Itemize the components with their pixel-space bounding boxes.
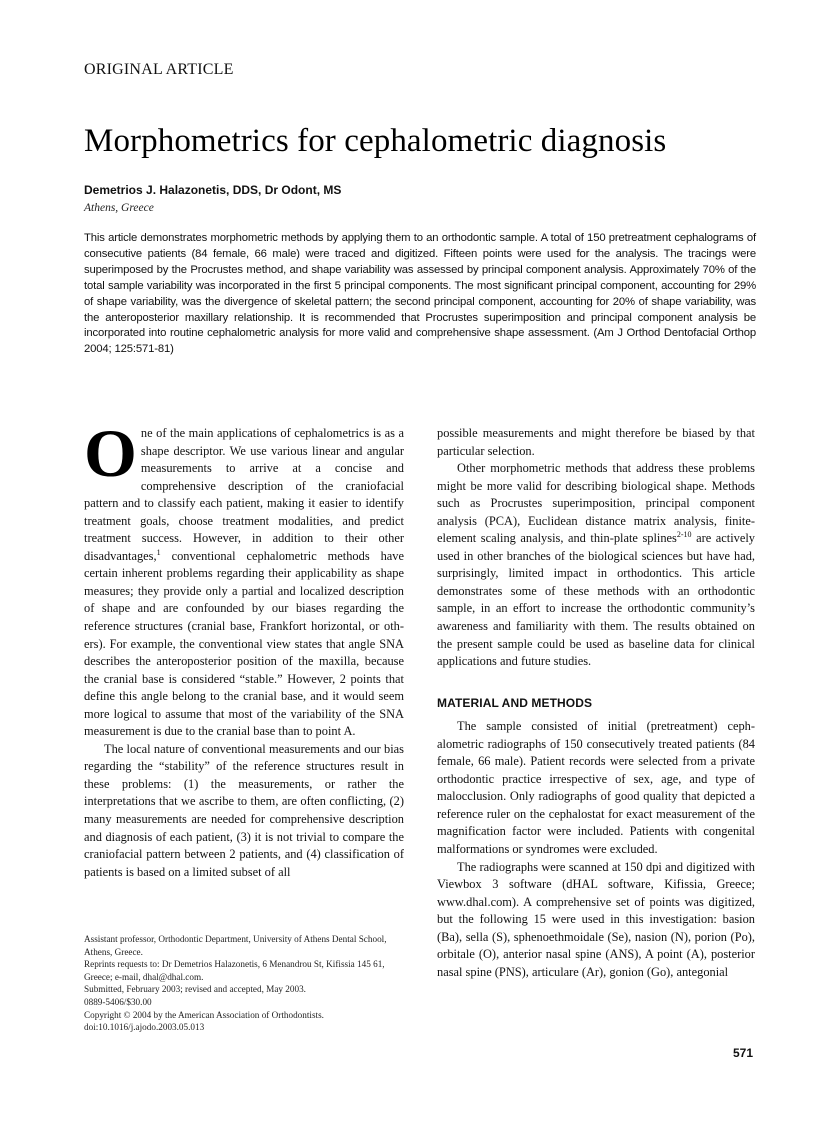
reference-citation[interactable]: 1 bbox=[156, 547, 161, 557]
intro-paragraph: One of the main applications of cephalometrics is as a shape descriptor. We use various linear and angular measurements to arrive at a concise and comprehensive description of the craniofacial pattern and to classify each patient, making it easier to identify treatment goals, choose treatment modalities, and predict treatment success. However, in addition to their other disadvantages,$^1$ conventional cephalometric methods have certain inherent problems regarding their applicability as shape measures; they provide only a partial and localized description of shape and are confounded by our biases regarding the reference structures (cranial base, Frankfort horizontal, or others). For example, the conventional view states that angle SNA describes the anteroposterior position of the maxilla, because the cranial base is considered “stable.” However, 2 points that define this angle belong to the cranial base, and it would seem more logical to assume that most of the variability of the SNA measurement is due to the cranial base than to point A. bbox=[84, 415, 404, 739]
footnotes bbox=[84, 933, 406, 1034]
section-heading-methods: MATERIAL AND METHODS bbox=[437, 695, 593, 710]
paragraph: possible measurements and might therefore be biased by that particular selection. bbox=[437, 426, 755, 458]
article-title: Morphometrics for cephalometric diagnosis bbox=[84, 123, 667, 159]
footnote-doi[interactable]: doi:10.1016/j.ajodo.2003.05.013 bbox=[84, 1022, 205, 1033]
body-column-left bbox=[84, 415, 404, 881]
paragraph: The local nature of conventional measurements and our bias regarding the “stability” of the reference structures result in these problems: (1) the measurements, or rather the interpretations that we ascribe to them, are often conflicting, (2) many measurements are needed for comprehensive description and diagnosis of each patient, (3) it is not trivial to compare the craniofacial pattern between 2 patients, and (4) classification of patients is based on a limited subset of all bbox=[84, 741, 404, 879]
footnote-copyright: Copyright © 2004 by the American Association of Orthodontists. bbox=[84, 1009, 324, 1020]
footnote-affiliation: Assistant professor, Orthodontic Department, University of Athens Dental School, Athens, Greece. bbox=[84, 934, 387, 957]
body-column-right bbox=[437, 425, 755, 981]
footnote-issn: 0889-5406/$30.00 bbox=[84, 996, 152, 1007]
reference-citation[interactable]: 2-10 bbox=[676, 530, 692, 540]
paragraph: The sample consisted of initial (pretreatment) cephalometric radiographs of 150 consecutively treated patients (84 female, 66 male). Patient records were selected from a private orthodontic practice irrespective of sex, age, and type of malocclusion. Only radiographs of good quality that depicted a reference ruler on the cephalostat for exact measurement of the magnification factor were included. Patients with congenital malformations or syndromes were excluded. bbox=[437, 719, 755, 857]
abstract: This article demonstrates morphometric methods by applying them to an orthodontic sample. A total of 150 pretreatment cephalograms of consecutive patients (84 female, 66 male) were traced and digitized. Fifteen points were used for the analysis. The tracings were superimposed by the Procrustes method, and shape variability was assessed by principal component analysis. Approximately 70% of the total sample variability was incorporated in the first 5 principal components. The most significant principal component, accounting for 29% of shape variability, was the divergence of skeletal pattern; the second principal component, accounting for 20% of shape variability, was the anteroposterior maxillary relationship. It is recommended that Procrustes superimposition and principal component analysis be incorporated into routine cephalometric analysis for more valid and comprehensive shape assessment. (Am J Orthod Dentofacial Orthop 2004; 125:571-81) bbox=[84, 232, 756, 356]
footnote-submitted: Submitted, February 2003; revised and accepted, May 2003. bbox=[84, 984, 306, 995]
footnote-reprints: Reprints requests to: Dr Demetrios Halazonetis, 6 Menandrou St, Kifissia 145 61, Greece; e-mail, dhal@dhal.com. bbox=[84, 959, 385, 982]
author-affiliation: Athens, Greece bbox=[84, 202, 154, 214]
paragraph: Other morphometric methods that address these problems might be more valid for describing biological shape. Methods such as Procrustes superimposition, principal component analysis (PCA), Euclidean distance matrix analysis, finite-element scaling analysis, and thin-plate splines$^{2-10}$ are actively used in other branches of the biological sciences but have had, surprisingly, limited impact in orthodontics. This article demonstrates some of these methods with an orthodontic sample, in an effort to increase the orthodontic community’s awareness and familiarity with them. The results obtained on the present sample could be used as baseline data for clinical applications and future studies. bbox=[437, 461, 755, 669]
author-name: Demetrios J. Halazonetis, DDS, Dr Odont, MS bbox=[84, 183, 342, 197]
paragraph: The radiographs were scanned at 150 dpi and digitized with Viewbox 3 software (dHAL software, Kifissia, Greece; www.dhal.com). A comprehensive set of points was digitized, but the following 15 were used in this investigation: basion (Ba), sella (S), sphenoethmoidale (Se), nasion (N), porion (Po), orbitale (O), anterior nasal spine (ANS), A point (A), posterior nasal spine (PNS), articulare (Ar), gonion (Go), antegonial bbox=[437, 859, 755, 979]
page-number: 571 bbox=[733, 1046, 754, 1060]
drop-cap: O bbox=[84, 415, 137, 491]
section-label: ORIGINAL ARTICLE bbox=[84, 61, 234, 78]
